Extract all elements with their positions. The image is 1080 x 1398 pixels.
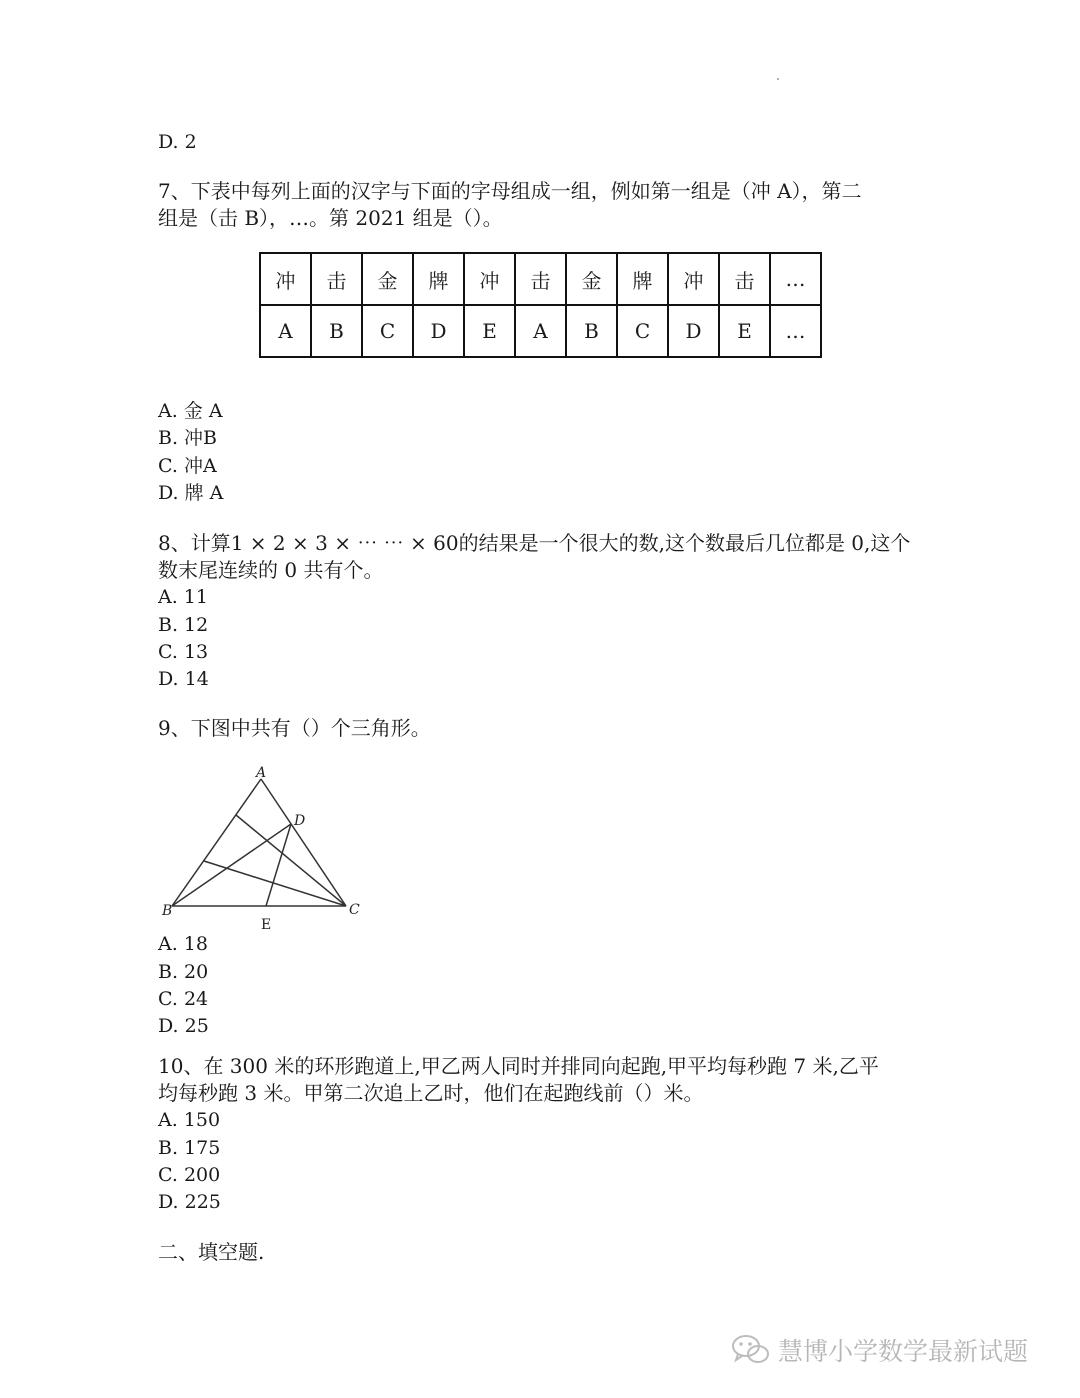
segment-ab bbox=[172, 779, 261, 906]
q7-option-b: B. 冲B bbox=[158, 427, 218, 449]
q9-option-d: D. 25 bbox=[158, 1015, 209, 1037]
q9-option-b: B. 20 bbox=[158, 961, 209, 983]
table-cell: 冲 bbox=[668, 253, 719, 305]
table-cell: 金 bbox=[362, 253, 413, 305]
q8-option-a: A. 11 bbox=[158, 586, 208, 608]
q10-option-b: B. 175 bbox=[158, 1137, 221, 1159]
table-cell: 击 bbox=[719, 253, 770, 305]
table-row-letters bbox=[260, 305, 821, 357]
table-cell: A bbox=[260, 305, 311, 357]
q7-question-line1: 7、下表中每列上面的汉字与下面的字母组成一组，例如第一组是（冲 A），第二 bbox=[158, 179, 862, 203]
table-cell: … bbox=[770, 253, 821, 305]
q10-question-line2: 均每秒跑 3 米。甲第二次追上乙时，他们在起跑线前（）米。 bbox=[158, 1081, 704, 1105]
table-cell: C bbox=[617, 305, 668, 357]
q10-question-line1: 10、在 300 米的环形跑道上,甲乙两人同时并排同向起跑,甲平均每秒跑 7 米,乙平 bbox=[158, 1054, 879, 1078]
q10-option-d: D. 225 bbox=[158, 1191, 221, 1213]
table-cell: 牌 bbox=[413, 253, 464, 305]
q8-option-c: C. 13 bbox=[158, 641, 209, 663]
q8-question-line1: 8、计算1 × 2 × 3 × ⋯ ⋯ × 60的结果是一个很大的数,这个数最后几位都是 0,这个 bbox=[158, 531, 911, 555]
q6-option-d: D. 2 bbox=[158, 131, 197, 153]
q9-question: 9、下图中共有（）个三角形。 bbox=[158, 716, 431, 740]
q10-option-c: C. 200 bbox=[158, 1164, 221, 1186]
q8-option-d: D. 14 bbox=[158, 668, 209, 690]
wechat-icon bbox=[730, 1332, 772, 1368]
label-a: A bbox=[256, 765, 267, 781]
triangle-figure bbox=[158, 762, 370, 934]
label-d: D bbox=[294, 813, 306, 829]
q8-question-line2: 数末尾连续的 0 共有个。 bbox=[158, 558, 384, 582]
label-b: B bbox=[162, 903, 173, 919]
scan-speck bbox=[777, 78, 779, 80]
segment-de bbox=[266, 824, 291, 906]
table-cell: C bbox=[362, 305, 413, 357]
q7-option-d: D. 牌 A bbox=[158, 482, 224, 504]
table-cell: 击 bbox=[515, 253, 566, 305]
table-cell: E bbox=[719, 305, 770, 357]
q7-pairing-table bbox=[259, 252, 822, 358]
cevian-upper bbox=[236, 815, 346, 906]
table-cell: B bbox=[311, 305, 362, 357]
table-cell: 牌 bbox=[617, 253, 668, 305]
table-cell: E bbox=[464, 305, 515, 357]
watermark bbox=[730, 1332, 1028, 1368]
label-c: C bbox=[349, 902, 360, 918]
watermark-text: 慧博小学数学最新试题 bbox=[778, 1337, 1029, 1366]
table-cell: 冲 bbox=[464, 253, 515, 305]
table-cell: 击 bbox=[311, 253, 362, 305]
q9-option-c: C. 24 bbox=[158, 988, 209, 1010]
table-cell: D bbox=[413, 305, 464, 357]
q7-question-line2: 组是（击 B），…。第 2021 组是（）。 bbox=[158, 206, 503, 230]
table-cell: A bbox=[515, 305, 566, 357]
q8-option-b: B. 12 bbox=[158, 614, 209, 636]
cevian-lower bbox=[204, 861, 346, 906]
table-cell: D bbox=[668, 305, 719, 357]
segment-ac bbox=[261, 779, 346, 906]
q10-option-a: A. 150 bbox=[158, 1109, 221, 1131]
label-e: E bbox=[261, 917, 272, 933]
q9-option-a: A. 18 bbox=[158, 933, 208, 955]
q7-option-c: C. 冲A bbox=[158, 455, 217, 477]
table-cell: B bbox=[566, 305, 617, 357]
section-heading: 二、填空题. bbox=[158, 1240, 265, 1264]
table-cell: 冲 bbox=[260, 253, 311, 305]
table-cell: 金 bbox=[566, 253, 617, 305]
segment-bd bbox=[172, 824, 291, 906]
table-cell: … bbox=[770, 305, 821, 357]
q7-option-a: A. 金 A bbox=[158, 400, 223, 422]
table-row-characters bbox=[260, 253, 821, 305]
